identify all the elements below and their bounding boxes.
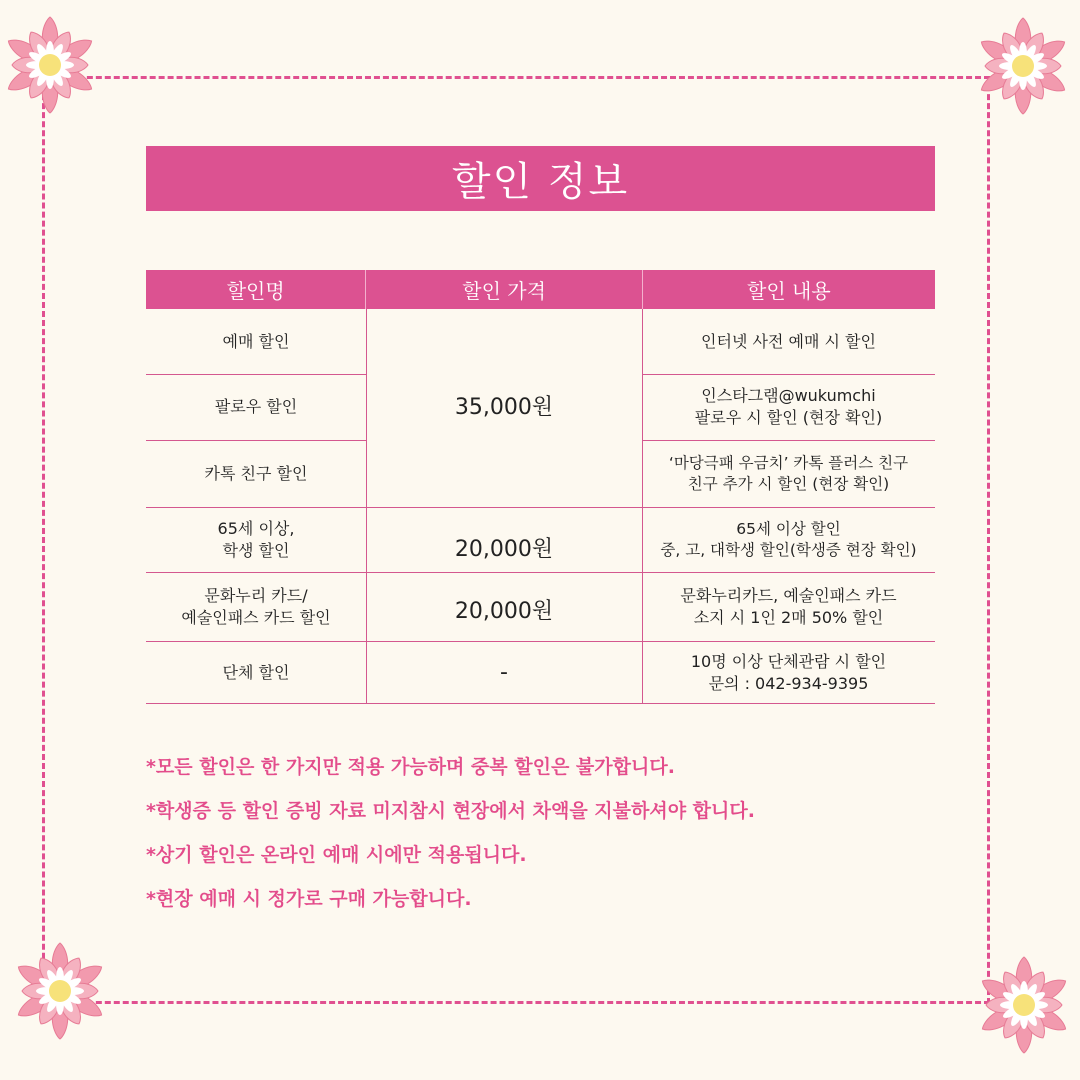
notes — [146, 745, 946, 921]
row-detail: 인스타그램@wukumchi 팔로우 시 할인 (현장 확인) — [694, 386, 883, 427]
flower-icon — [10, 941, 110, 1041]
row-name: 예매 할인 — [222, 331, 290, 351]
table-header — [146, 270, 935, 309]
flower-icon — [0, 15, 100, 115]
discount-table — [146, 270, 935, 704]
row-name: 카톡 친구 할인 — [204, 463, 308, 483]
header-detail: 할인 내용 — [642, 270, 935, 309]
row-divider — [146, 641, 935, 642]
note: *상기 할인은 온라인 예매 시에만 적용됩니다. — [146, 844, 527, 866]
flower-icon — [974, 955, 1074, 1055]
row-divider — [642, 440, 935, 441]
row-detail: 65세 이상 할인 중, 고, 대학생 할인(학생증 현장 확인) — [660, 519, 917, 559]
row-divider — [642, 374, 935, 375]
row-name: 문화누리 카드/ 예술인패스 카드 할인 — [181, 585, 331, 627]
header-name: 할인명 — [226, 279, 285, 303]
flower-icon — [973, 16, 1073, 116]
row-price: 20,000원 — [454, 598, 554, 624]
row-price: 20,000원 — [454, 536, 554, 562]
row-name: 단체 할인 — [222, 662, 290, 682]
note: *모든 할인은 한 가지만 적용 가능하며 중복 할인은 불가합니다. — [146, 756, 675, 778]
page-title: 할인 정보 — [146, 146, 935, 211]
note: *현장 예매 시 정가로 구매 가능합니다. — [146, 888, 472, 910]
note: *학생증 등 할인 증빙 자료 미지참시 현장에서 차액을 지불하셔야 합니다. — [146, 800, 755, 822]
row-divider — [146, 440, 366, 441]
header-price: 할인 가격 — [365, 270, 641, 309]
row-divider — [146, 374, 366, 375]
row-name: 팔로우 할인 — [214, 397, 298, 417]
merged-price: 35,000원 — [454, 395, 554, 421]
row-detail: 10명 이상 단체관람 시 할인 문의 : 042-934-9395 — [690, 651, 887, 693]
row-divider — [146, 703, 935, 704]
row-divider — [146, 572, 935, 573]
row-detail: 인터넷 사전 예매 시 할인 — [701, 331, 876, 351]
row-name: 65세 이상, 학생 할인 — [217, 518, 295, 560]
row-detail: ‘마당극패 우금치’ 카톡 플러스 친구 친구 추가 시 할인 (현장 확인) — [668, 453, 909, 493]
row-divider — [146, 507, 935, 508]
table-body — [146, 309, 935, 704]
row-price: - — [500, 659, 508, 685]
row-detail: 문화누리카드, 예술인패스 카드 소지 시 1인 2매 50% 할인 — [680, 585, 897, 627]
